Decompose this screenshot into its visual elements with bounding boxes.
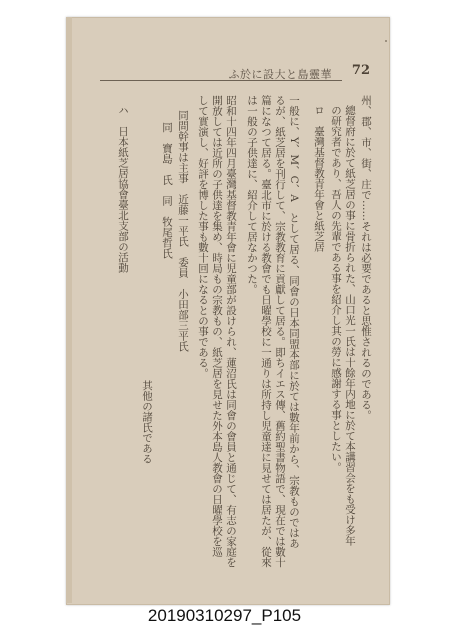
text-line-12: 同問幹事は主事 近藤一平氏 委員 小田部三平氏	[177, 110, 189, 352]
page-edge-shadow	[66, 17, 72, 603]
text-line-3: の研究者であり、吾人の先輩である事を紹介し其の勞に感謝する事としたい。	[330, 105, 342, 473]
text-line-5: 一般に、Y、M、C、A として居る、同會の日本同盟本部に於ては數年前から、宗教ものではあ	[288, 95, 300, 549]
text-line-13: 同 寶島 氏 同 牧尾哲氏	[161, 122, 173, 259]
image-caption: 20190310297_P105	[147, 606, 302, 625]
page-speck	[385, 40, 387, 42]
text-line-15: ハ 日本紙芝居協會臺北支部の活動	[117, 105, 129, 273]
running-title: ふ於に設大と島靈華	[228, 68, 332, 81]
text-line-10: 開放しては近所の子供達を集め、時局もの宗教もの、紙芝居を見せた外本島人教會の日曜學校を巡	[211, 95, 223, 557]
text-line-8: は一般の子供達に、紹介して居なかつた。	[246, 95, 258, 295]
text-line-11: して實演し、好評を博した事も數十回になるとの事である。	[197, 95, 209, 379]
text-line-1: 州、郡、市、街、庄で……それは必要であると思惟されるのである。	[360, 95, 372, 421]
text-line-4: ロ 臺灣基督教青年會と紙芝居	[313, 105, 325, 252]
page-number: 72	[351, 63, 370, 78]
page-header	[100, 63, 370, 83]
text-line-2: 總督府に於て紙芝居の事に骨折られた、山口光一氏は十餘年内地に於て本講習会をも受け多年	[344, 105, 356, 546]
text-line-9: 昭和十四年四月臺灣基督教青年會に児童部が設けられ、蓮沼氏は同會の會員と通じて、有志の家庭を	[225, 95, 237, 568]
text-line-14: 其他の諸氏である	[141, 380, 153, 464]
header-rule	[100, 80, 342, 81]
text-line-6: るが、紙芝居を刊行して、宗教教育に貢獻して居る。即ちイエス傳、舊約聖書物語で、現在では數十	[274, 95, 286, 568]
text-line-7: 篇になつて居る。臺北市に於ける教會でも日曜學校に一通りは所持し児童達に見せては居たが、從來	[260, 95, 272, 568]
